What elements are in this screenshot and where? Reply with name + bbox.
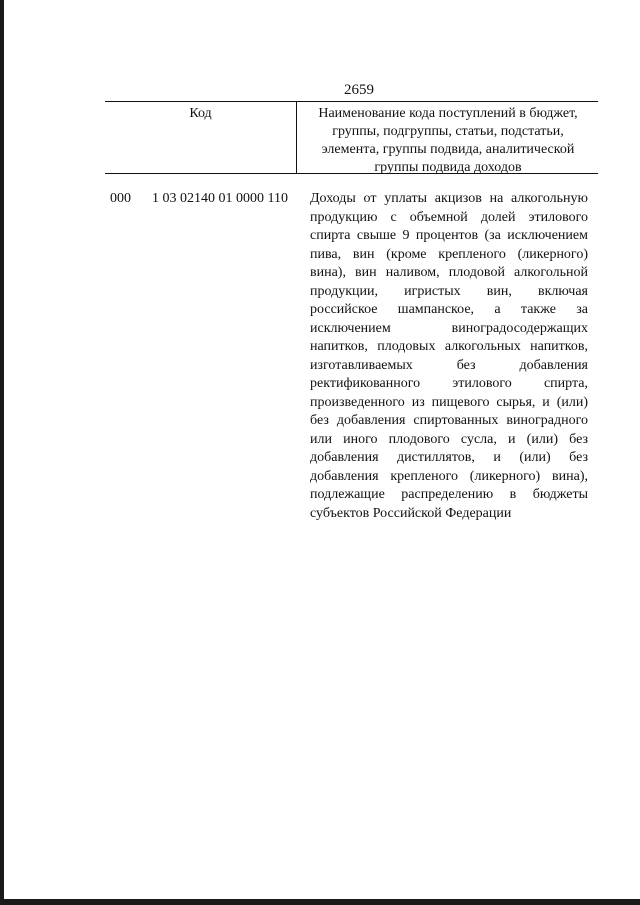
- page-number: 2659: [344, 82, 374, 98]
- scan-edge-left: [0, 0, 4, 905]
- header-code-label: Код: [189, 106, 212, 121]
- scan-edge-bottom: [0, 899, 640, 905]
- table-header: [105, 101, 598, 174]
- header-name-label: Наименование кода поступлений в бюджет, группы, подгруппы, статьи, подстатьи, элемента, группы подвида, аналитической группы подвида доходов: [318, 106, 578, 175]
- header-column-divider: [296, 102, 297, 173]
- row-admin-code: 000: [110, 191, 131, 206]
- row-budget-code: 1 03 02140 01 0000 110: [152, 191, 288, 206]
- row-description: Доходы от уплаты акцизов на алкогольную продукцию с объемной долей этилового спирта свыше 9 процентов (за исключением пива, вин (кроме крепленого (ликерного) вина), вин наливом, плодовой алкогольной продукции, игристых вин, включая российское шампанское, а также за исключением виноградосодержащих напитков, плодовых алкогольных напитков, изготавливаемых без добавления ректификованного этилового спирта, произведенного из пищевого сырья, и (или) без добавления спиртованных виноградного или иного плодового сусла, и (или) без добавления дистиллятов, и (или) без добавления крепленого (ликерного) вина), подлежащие распределению в бюджеты субъектов Российской Федерации: [310, 191, 588, 521]
